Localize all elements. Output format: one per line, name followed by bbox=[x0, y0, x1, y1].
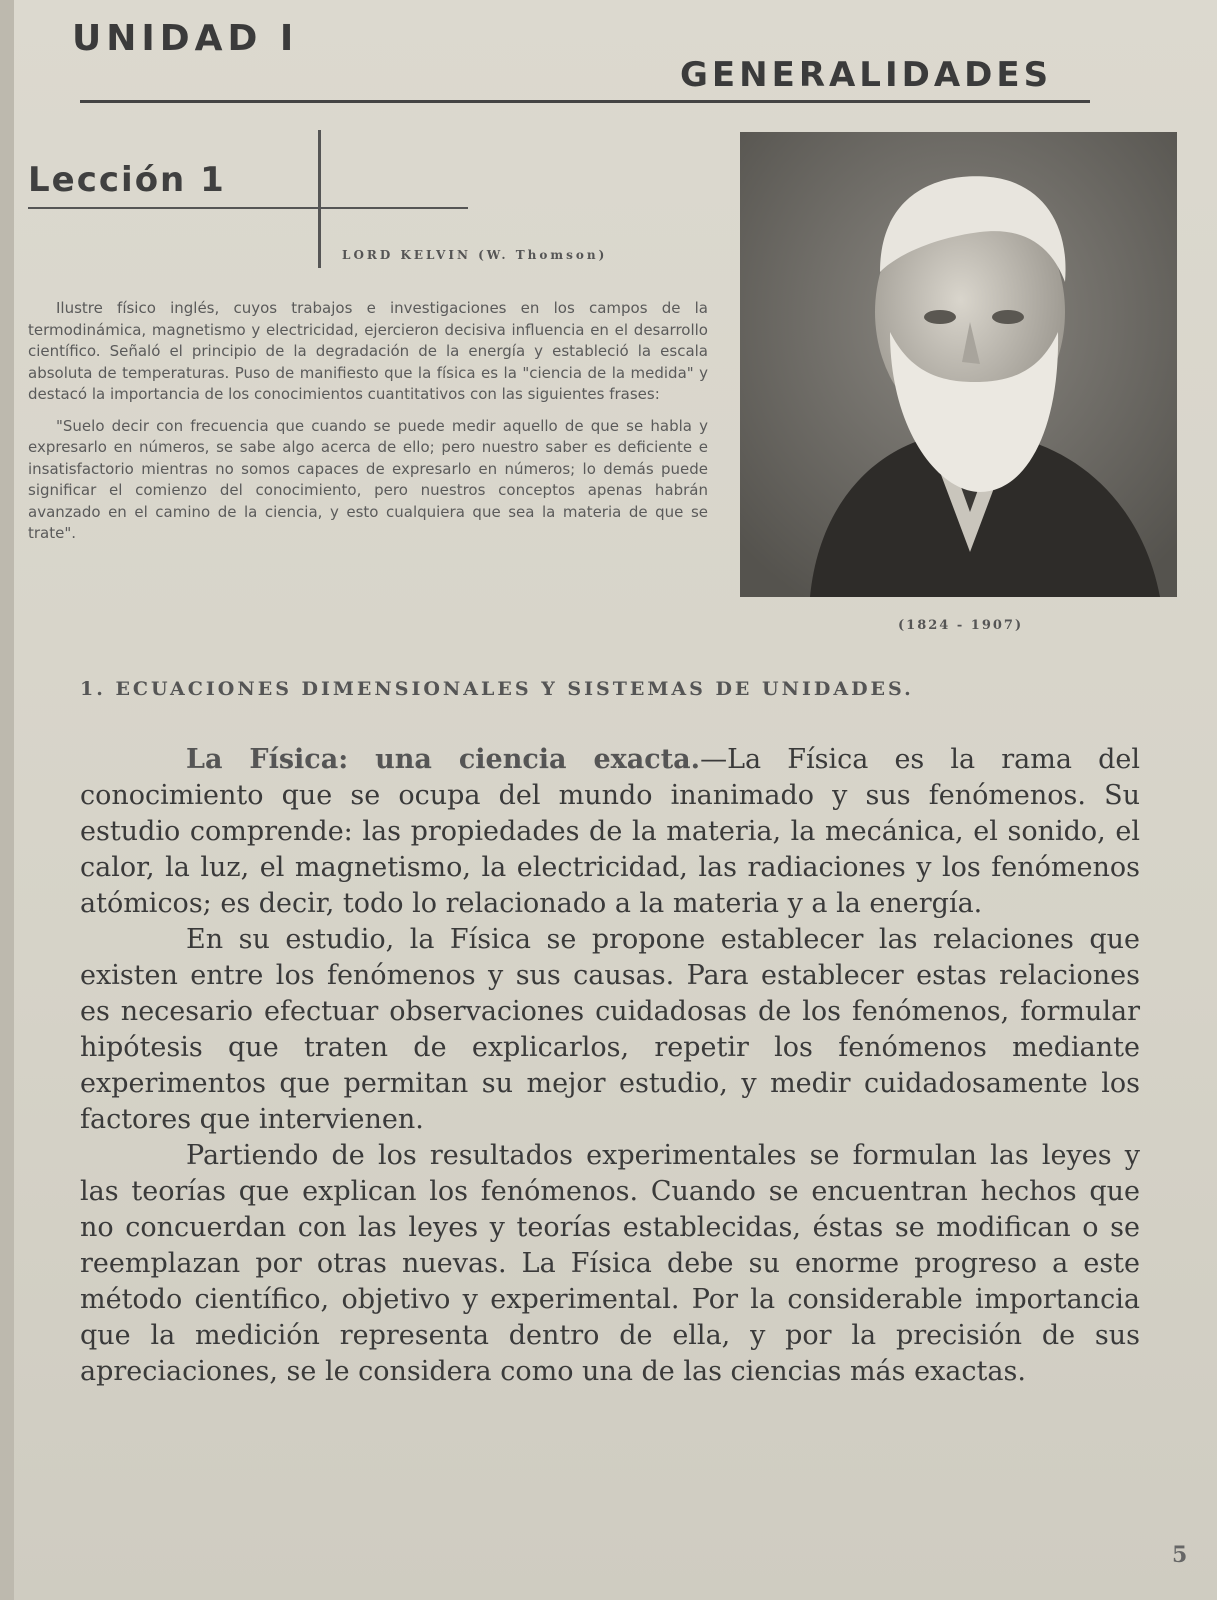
page-number: 5 bbox=[1172, 1542, 1188, 1568]
body-paragraph-3: Partiendo de los resultados experimentales se formulan las leyes y las teorías que explican los fenómenos. Cuando se encuentran hechos que no concuerdan con las leyes y teorías establecidas, éstas se modifican o se reemplazan por otras nuevas. La Física debe su enorme progreso a este método científico, objetivo y experimental. Por la considerable importancia que la medición representa dentro de ella, y por la precisión de sus apreciaciones, se le considera como una de las ciencias más exactas. bbox=[80, 1140, 1140, 1387]
unit-subtitle: GENERALIDADES bbox=[680, 55, 1053, 95]
page-edge bbox=[0, 0, 14, 1600]
section-heading: 1. ECUACIONES DIMENSIONALES Y SISTEMAS DE UNIDADES. bbox=[80, 678, 914, 700]
body-paragraph-1 bbox=[80, 742, 1140, 922]
portrait-years: (1824 - 1907) bbox=[898, 618, 1024, 633]
lesson-vertical-rule bbox=[318, 130, 321, 268]
lesson-label: Lección 1 bbox=[28, 160, 226, 200]
paragraph-text: —La Física es la rama del conocimiento que se ocupa del mundo inanimado y sus fenómenos. Su estudio comprende: las propiedades de la materia, la mecánica, el sonido, el calor, la luz, el magnetismo, la electricidad, las radiaciones y los fenómenos atómicos; es decir, todo lo relacionado a la materia y a la energía. bbox=[80, 744, 1140, 919]
paragraph-lead: La Física: una ciencia exacta. bbox=[186, 744, 701, 775]
bio-quote: "Suelo decir con frecuencia que cuando se puede medir aquello de que se habla y expresarlo en números, se sabe algo acerca de ello; pero nuestro saber es deficiente e insatisfactorio mientras no somos capaces de expresarlo en números; lo demás puede significar el comienzo del conocimiento, pero nuestros conceptos apenas habrán avanzado en el camino de la ciencia, y esto cualquiera que sea la materia de que se trate". bbox=[28, 416, 708, 542]
body-paragraph-2: En su estudio, la Física se propone establecer las relaciones que existen entre los fenómenos y sus causas. Para establecer estas relaciones es necesario efectuar observaciones cuidadosas de los fenómenos, formular hipótesis que traten de explicarlos, repetir los fenómenos mediante experimentos que permitan su mejor estudio, y medir cuidadosamente los factores que intervienen. bbox=[80, 924, 1140, 1135]
portrait-illustration bbox=[740, 132, 1177, 597]
body-text bbox=[80, 742, 1140, 1390]
header-rule bbox=[80, 100, 1090, 103]
bio-paragraph: Ilustre físico inglés, cuyos trabajos e investigaciones en los campos de la termodinámica, magnetismo y electricidad, ejercieron decisiva influencia en el desarrollo científico. Señaló el principio de la degradación de la energía y estableció la escala absoluta de temperaturas. Puso de manifiesto que la física es la "ciencia de la medida" y destacó la importancia de los conocimientos cuantitativos con las siguientes frases: bbox=[28, 299, 708, 403]
lesson-horizontal-rule bbox=[28, 207, 468, 209]
bio-name: LORD KELVIN (W. Thomson) bbox=[342, 248, 608, 262]
portrait-photo bbox=[740, 132, 1177, 597]
unit-title: UNIDAD I bbox=[72, 18, 299, 59]
bio-text bbox=[28, 298, 708, 545]
